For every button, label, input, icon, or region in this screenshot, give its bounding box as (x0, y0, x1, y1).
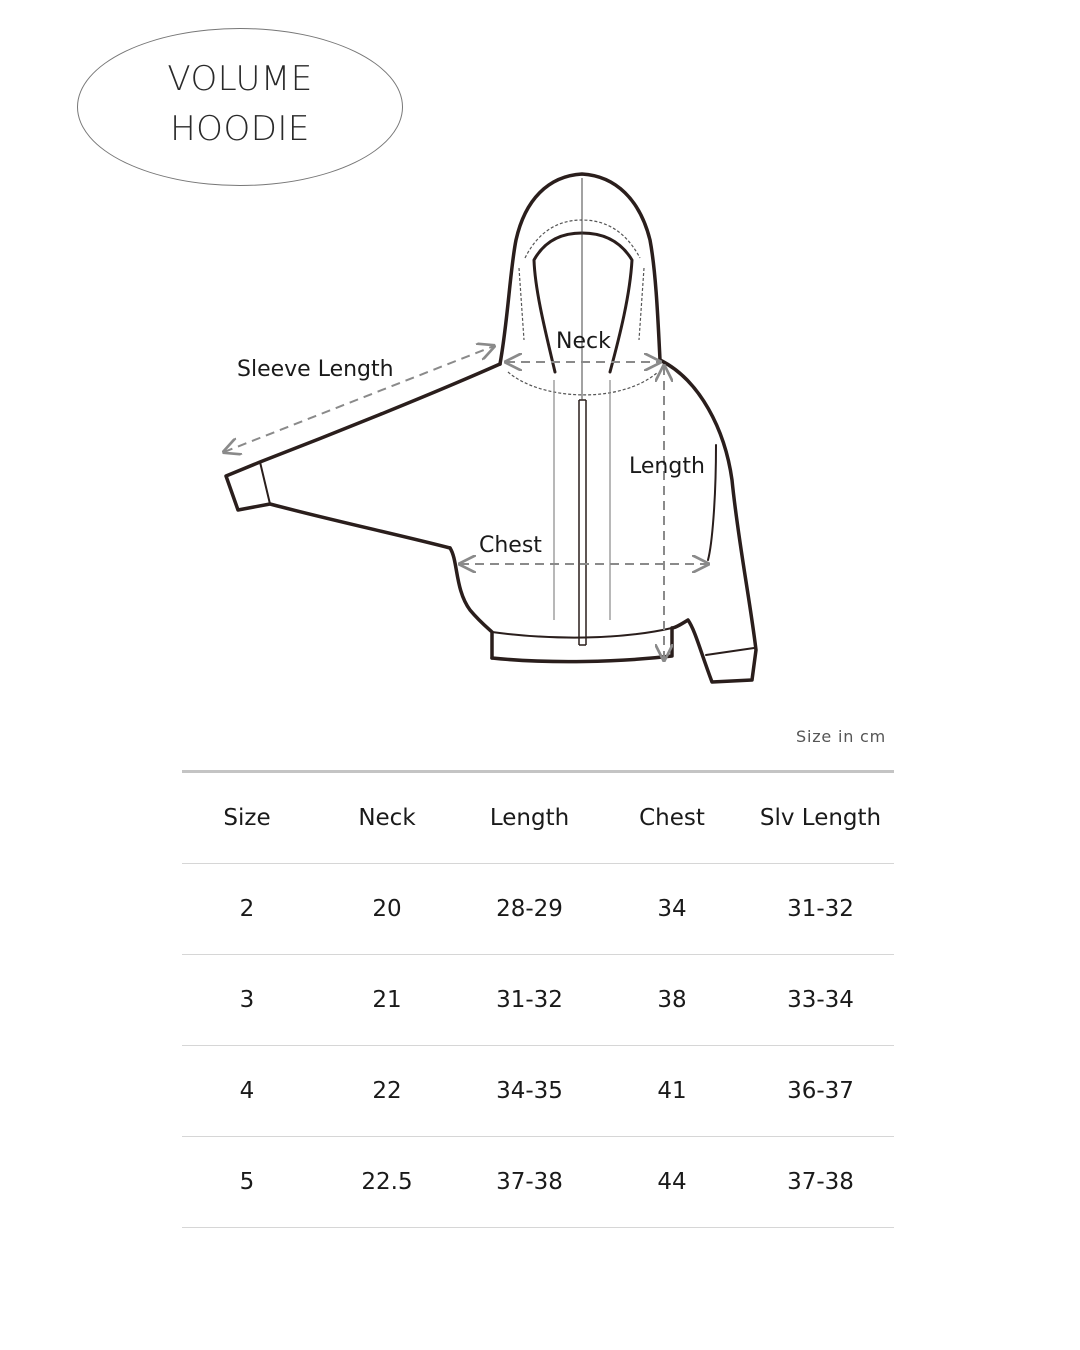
label-chest: Chest (479, 533, 542, 558)
cell-sleeve-length: 33-34 (747, 955, 894, 1046)
cell-sleeve-length: 31-32 (747, 864, 894, 955)
hem-seam (492, 628, 672, 638)
cell-chest: 44 (597, 1137, 747, 1228)
cell-size: 5 (182, 1137, 312, 1228)
label-sleeve-length: Sleeve Length (237, 357, 394, 382)
right-underarm-line (708, 445, 716, 560)
unit-note: Size in cm (796, 727, 886, 746)
cell-length: 28-29 (462, 864, 597, 955)
table-header-row (182, 772, 894, 864)
left-sleeve-outline (226, 364, 500, 548)
title-line-1: VOLUME (167, 59, 313, 99)
table-row (182, 1046, 894, 1137)
left-cuff-seam (260, 462, 270, 504)
cell-size: 4 (182, 1046, 312, 1137)
header-size: Size (182, 772, 312, 864)
cell-chest: 41 (597, 1046, 747, 1137)
cell-neck: 21 (312, 955, 462, 1046)
cell-neck: 20 (312, 864, 462, 955)
measurement-lines (224, 346, 708, 660)
label-neck: Neck (556, 329, 611, 354)
cell-length: 37-38 (462, 1137, 597, 1228)
table-row (182, 1137, 894, 1228)
cell-length: 31-32 (462, 955, 597, 1046)
right-body-outline (660, 360, 756, 682)
cell-sleeve-length: 37-38 (747, 1137, 894, 1228)
label-length: Length (629, 454, 705, 479)
hoodie-illustration (226, 174, 756, 682)
header-length: Length (462, 772, 597, 864)
table-row (182, 955, 894, 1046)
cell-chest: 34 (597, 864, 747, 955)
header-sleeve-length: Slv Length (747, 772, 894, 864)
zipper (579, 400, 586, 645)
hoodie-details (508, 178, 658, 645)
cell-sleeve-length: 36-37 (747, 1046, 894, 1137)
cell-length: 34-35 (462, 1046, 597, 1137)
header-neck: Neck (312, 772, 462, 864)
header-chest: Chest (597, 772, 747, 864)
cell-neck: 22.5 (312, 1137, 462, 1228)
cell-size: 2 (182, 864, 312, 955)
title-line-2: HOODIE (170, 109, 310, 149)
cell-neck: 22 (312, 1046, 462, 1137)
right-cuff-seam (706, 648, 754, 655)
cell-size: 3 (182, 955, 312, 1046)
cell-chest: 38 (597, 955, 747, 1046)
size-chart-table (182, 770, 894, 1228)
left-body-outline (450, 548, 492, 658)
table-row (182, 864, 894, 955)
